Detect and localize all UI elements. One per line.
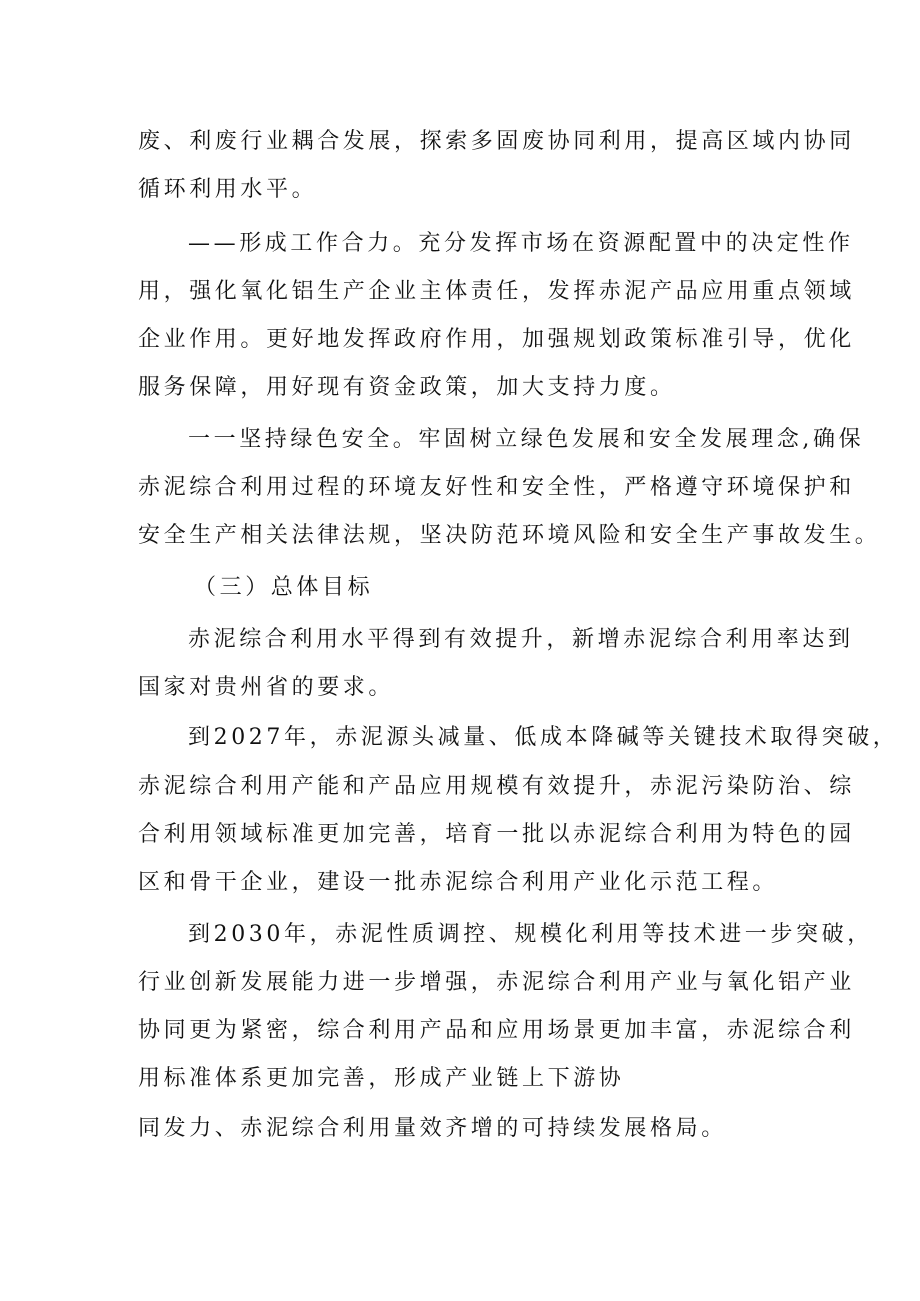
text-line: ——形成工作合力。充分发挥市场在资源配置中的决定性作: [188, 231, 854, 256]
text-line: 服务保障，用好现有资金政策，加大支持力度。: [138, 375, 676, 400]
section-heading: （三）总体目标: [194, 575, 374, 600]
text-line: 一一坚持绿色安全。牢固树立绿色发展和安全发展理念,确保: [188, 427, 865, 452]
text-line: 国家对贵州省的要求。: [138, 675, 395, 700]
text-line: 同发力、赤泥综合利用量效齐增的可持续发展格局。: [138, 1116, 727, 1141]
text-line: 到2027年，赤泥源头减量、低成本降碱等关键技术取得突破，: [188, 725, 899, 750]
text-line: 合利用领域标准更加完善，培育一批以赤泥综合利用为特色的园: [138, 822, 855, 847]
text-line: 用标准体系更加完善，形成产业链上下游协: [138, 1066, 625, 1091]
text-line: 安全生产相关法律法规，坚决防范环境风险和安全生产事故发生。: [138, 523, 881, 548]
text-line: 协同更为紧密，综合利用产品和应用场景更加丰富，赤泥综合利: [138, 1018, 855, 1043]
text-line: 用，强化氧化铝生产企业主体责任，发挥赤泥产品应用重点领域: [138, 279, 855, 304]
text-line: 行业创新发展能力进一步增强，赤泥综合利用产业与氧化铝产业: [138, 970, 855, 995]
text-line: 企业作用。更好地发挥政府作用，加强规划政策标准引导，优化: [138, 327, 855, 352]
text-line: 区和骨干企业，建设一批赤泥综合利用产业化示范工程。: [138, 870, 779, 895]
text-line: 赤泥综合利用过程的环境友好性和安全性，严格遵守环境保护和: [138, 475, 855, 500]
text-line: 赤泥综合利用水平得到有效提升，新增赤泥综合利用率达到: [188, 627, 854, 652]
text-line: 赤泥综合利用产能和产品应用规模有效提升，赤泥污染防治、综: [138, 774, 855, 799]
text-line: 循环利用水平。: [138, 177, 318, 202]
text-line: 到2030年，赤泥性质调控、规模化利用等技术进一步突破，: [188, 922, 873, 947]
text-line: 废、利废行业耦合发展，探索多固废协同利用，提高区域内协同: [138, 129, 855, 154]
